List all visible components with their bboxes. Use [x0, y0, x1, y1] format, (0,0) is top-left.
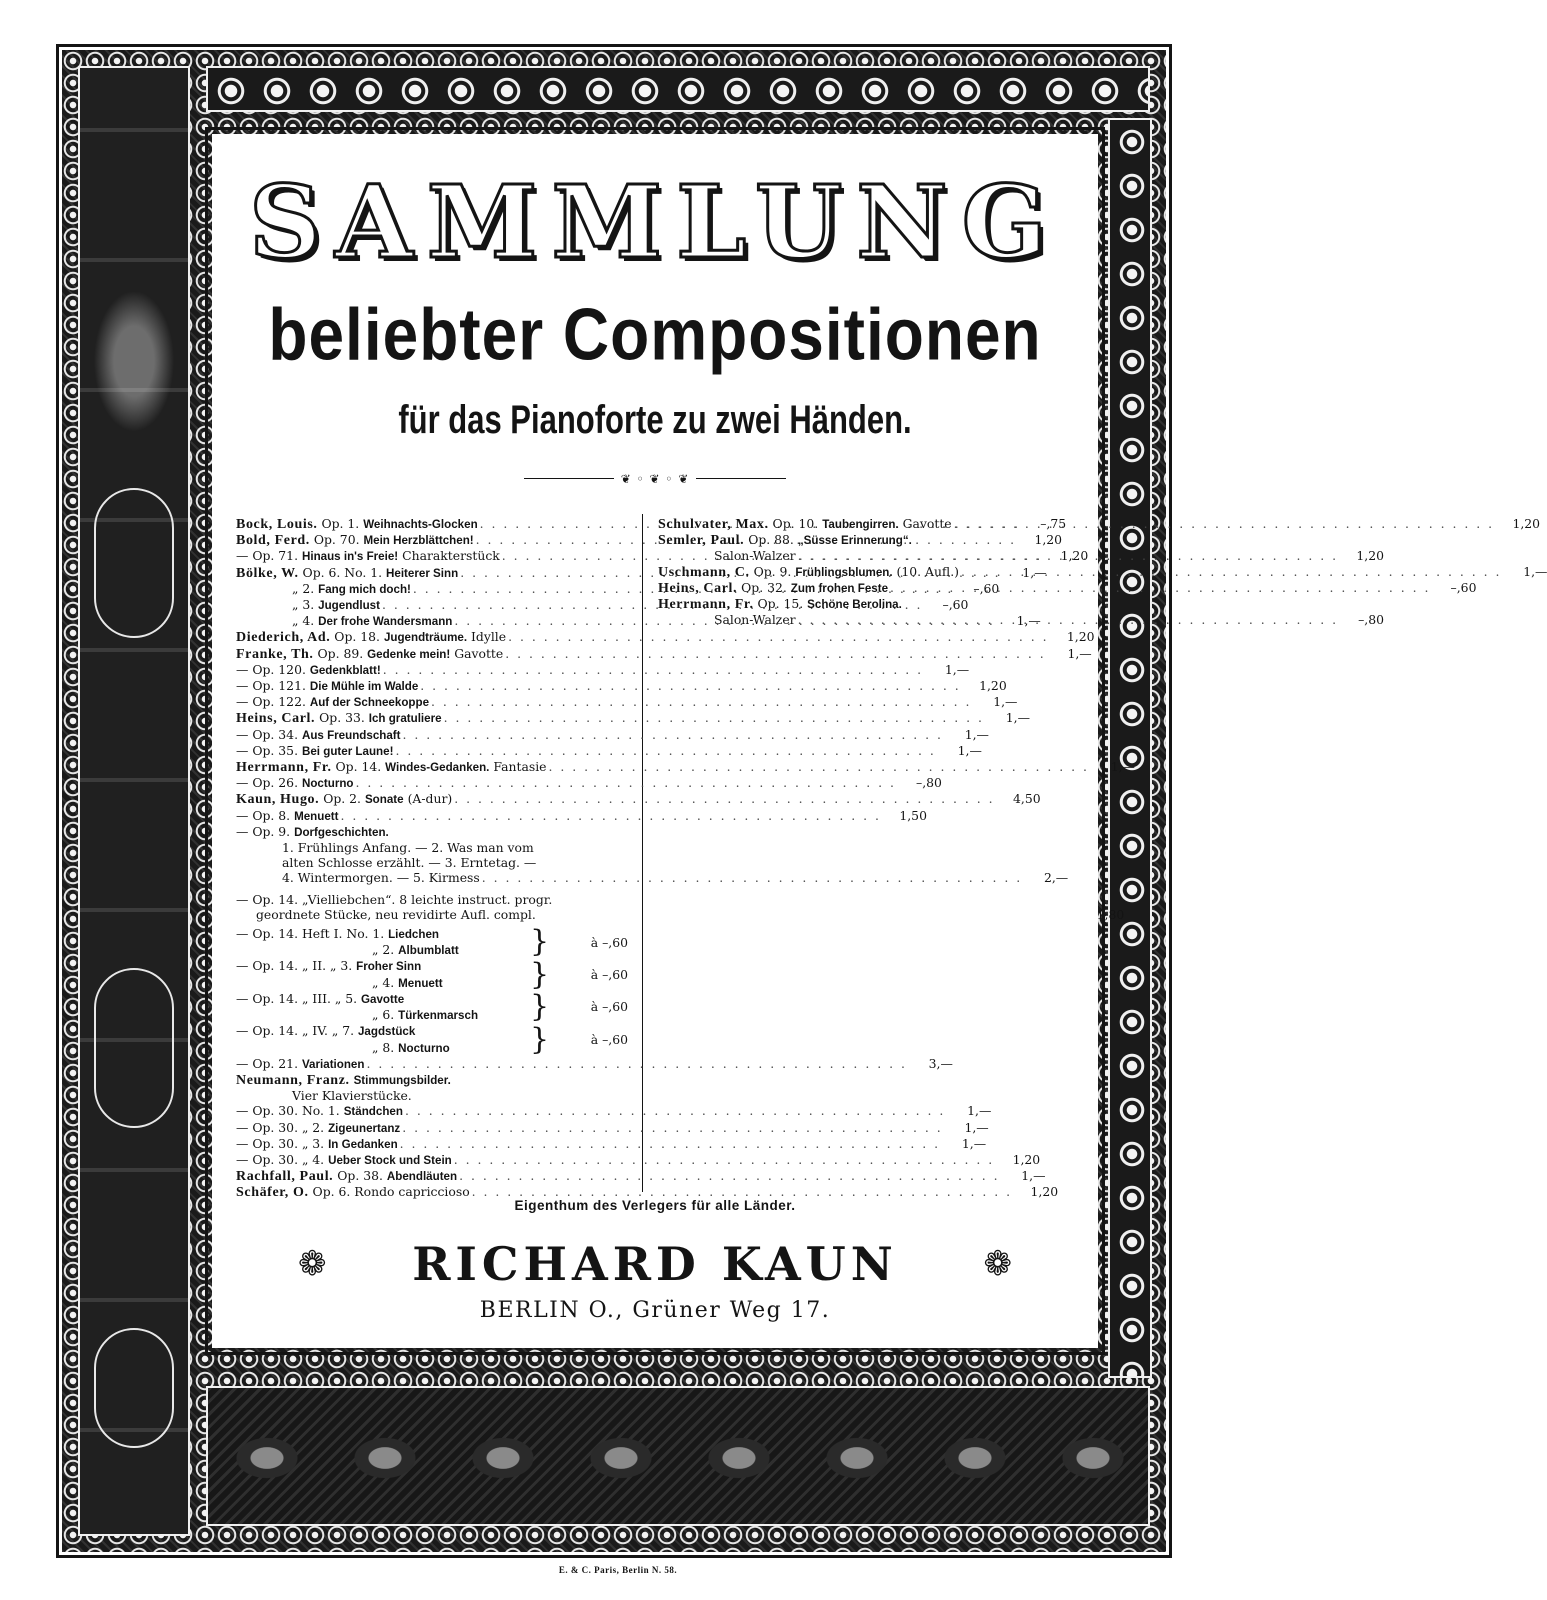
- work-title: Aus Freundschaft: [301, 728, 401, 742]
- composer-name: Schäfer, O.: [236, 1185, 309, 1201]
- opus-number: Op. 32.: [741, 579, 787, 595]
- opus-number: Op. 88.: [748, 532, 794, 548]
- price: 1,20: [1512, 516, 1541, 531]
- op14-line: — Op. 14. „Vielliebchen“. 8 leichte instruct. progr.: [236, 891, 553, 907]
- top-ornament-band: [206, 66, 1150, 112]
- work-title: Albumblatt: [398, 944, 459, 958]
- heft-line: [236, 1007, 530, 1023]
- work-title: Liedchen: [388, 928, 439, 942]
- dot-leader: [503, 646, 1047, 662]
- opus-number: Salon-Walzer: [714, 548, 796, 564]
- opus-number: — Op. 30. „ 2.: [236, 1119, 325, 1135]
- work-genre: (A-dur): [407, 791, 453, 807]
- opus-number: Op. 2.: [323, 791, 361, 807]
- work-genre: Gavotte: [454, 645, 504, 661]
- catalogue-entry: [658, 532, 1050, 548]
- entry-text: [236, 581, 411, 597]
- work-title: Die Mühle im Walde: [309, 680, 419, 694]
- entry-text: [658, 612, 796, 627]
- price: 1,50: [899, 807, 927, 823]
- opus-number: Op. 70.: [313, 532, 360, 548]
- heft-lines: [236, 926, 530, 958]
- composer-name: Heins, Carl.: [658, 580, 738, 596]
- heft-number: „ 8.: [372, 1039, 395, 1055]
- dot-leader: [401, 727, 945, 743]
- entry-text: [236, 1088, 412, 1103]
- catalogue-list-left-tail: [236, 1055, 1059, 1201]
- opus-number: Op. 38.: [337, 1168, 383, 1184]
- opus-number: — Op. 30. „ 3.: [236, 1135, 325, 1151]
- brace-icon: }: [530, 924, 550, 960]
- price: 1,20: [1066, 629, 1095, 645]
- opus-number: Op. 6. No. 1.: [302, 564, 383, 580]
- heft-lines: [236, 1023, 530, 1055]
- work-title: Nocturno: [301, 777, 354, 791]
- bottom-ornament-band: [206, 1386, 1150, 1526]
- price: –,60: [973, 580, 1000, 596]
- price: 1,—: [961, 1135, 987, 1151]
- work-title: Dorfgeschichten.: [294, 825, 389, 839]
- catalogue-entry: [236, 694, 1018, 710]
- opus-number: — Op. 71.: [236, 548, 299, 564]
- price: 1,20: [1012, 1151, 1041, 1167]
- price: 1,80: [1096, 906, 1125, 922]
- opus-number: — Op. 122.: [236, 694, 306, 710]
- composer-name: Bock, Louis.: [236, 517, 318, 532]
- opus-number: Op. 1.: [321, 516, 360, 531]
- right-ornament-band: [1108, 118, 1152, 1378]
- price: [995, 1072, 1039, 1088]
- divider-ornament: ❦ ◦ ❦ ◦ ❦: [614, 472, 696, 486]
- catalogue-entry: [236, 645, 1092, 662]
- price: 1,—: [1016, 613, 1041, 629]
- catalogue-entry: [236, 791, 1041, 808]
- work-title: Gedenke mein!: [367, 647, 451, 661]
- price: 1,—: [964, 1119, 989, 1135]
- dot-leader: [364, 1056, 908, 1072]
- work-title: Abendläuten: [386, 1170, 458, 1184]
- heft-number: „ 6.: [372, 1007, 395, 1023]
- work-title: Taubengirren.: [822, 518, 899, 531]
- dot-leader: [452, 1152, 996, 1168]
- price: [933, 824, 977, 840]
- work-title: Menuett: [398, 976, 443, 990]
- price: 1,—: [1021, 1168, 1046, 1184]
- heft-line: [236, 942, 530, 958]
- opus-number: Op. 9.: [753, 563, 792, 579]
- composer-name: Schulvater, Max.: [658, 517, 769, 532]
- title-page-panel: [212, 134, 1547, 1348]
- composer-name: Bölke, W.: [236, 565, 299, 581]
- work-title: Ueber Stock und Stein: [328, 1153, 452, 1167]
- catalogue-entry: [236, 824, 628, 840]
- work-title: Stimmungsbilder.: [353, 1073, 451, 1087]
- heft-lines: [236, 991, 530, 1023]
- entry-text: [658, 548, 796, 563]
- price: 1,20: [1060, 548, 1089, 564]
- dot-leader: [959, 564, 1503, 580]
- work-title: Jugendlust: [318, 599, 380, 613]
- dot-leader: [381, 662, 925, 678]
- work-title: Gavotte: [361, 992, 405, 1006]
- catalogue-entry: [236, 1168, 1046, 1185]
- catalogue-entry: [236, 726, 989, 743]
- opus-number: „ 4.: [292, 613, 315, 629]
- dot-leader: [796, 548, 1340, 563]
- composer-name: Heins, Carl.: [236, 711, 316, 727]
- catalogue-entry: [236, 1055, 953, 1072]
- price: –,60: [1450, 579, 1477, 595]
- heft-line: [236, 926, 530, 942]
- ornamental-divider-icon: [524, 472, 786, 486]
- price: 1,20: [1030, 1184, 1059, 1200]
- work-title: Ich gratuliere: [368, 712, 442, 726]
- catalogue-entry: [236, 742, 982, 759]
- catalogue-entry: [236, 629, 1095, 646]
- dot-leader: [796, 612, 1340, 627]
- catalogue-entry: [236, 710, 1030, 727]
- price: 1,—: [944, 661, 970, 677]
- dot-leader: [547, 759, 1091, 775]
- work-title: Nocturno: [398, 1041, 450, 1055]
- entry-text: [658, 580, 888, 596]
- opus-number: — Op. 34.: [236, 726, 299, 742]
- work-title: Schöne Berolina.: [807, 598, 902, 612]
- entry-text: [236, 532, 474, 548]
- catalogue-entry: [236, 1103, 992, 1119]
- entry-text: [236, 1152, 452, 1168]
- composer-name: Rachfall, Paul.: [236, 1169, 334, 1185]
- dot-leader: [480, 870, 1024, 885]
- entry-text: [236, 727, 401, 743]
- work-title: Auf der Schneekoppe: [309, 696, 430, 710]
- entry-text: [236, 1072, 451, 1088]
- work-title: Bei guter Laune!: [301, 744, 394, 758]
- hefte-list: [236, 926, 628, 1056]
- opus-number: „ 3.: [292, 597, 315, 613]
- opus-number: Op. 6.: [312, 1184, 351, 1200]
- subtitle: beliebter Compositionen: [268, 292, 1042, 376]
- entry-text: [236, 694, 429, 710]
- price: à –,60: [590, 1031, 628, 1047]
- opus-number: „ 2.: [292, 580, 315, 596]
- heft-number: „ 2.: [372, 942, 395, 958]
- left-ornament-column: [78, 66, 190, 1536]
- composer-name: Franke, Th.: [236, 646, 314, 662]
- opus-number: Op. 10.: [772, 516, 819, 531]
- work-title: Frühlingsblumen.: [795, 565, 893, 579]
- catalogue-entry: [236, 775, 942, 791]
- price: [1446, 596, 1490, 612]
- ownership-notice: Eigenthum des Verlegers für alle Länder.: [514, 1198, 796, 1213]
- catalogue-entry: [236, 678, 1007, 694]
- price: 1,—: [1110, 759, 1135, 775]
- dot-leader: [398, 1136, 942, 1152]
- opus-number: — Op. 21.: [236, 1055, 299, 1071]
- op14-description: [236, 892, 628, 907]
- price: [956, 1088, 1000, 1103]
- work-title: Weihnachts-Glocken: [363, 518, 478, 531]
- composer-name: Bold, Ferd.: [236, 533, 310, 549]
- entry-text: [236, 1168, 457, 1184]
- entry-text: [236, 597, 380, 613]
- catalogue-entry: [236, 906, 1125, 922]
- instrumentation-line: für das Pianoforte zu zwei Händen.: [398, 396, 912, 443]
- publisher-address: BERLIN O., Grüner Weg 17.: [479, 1298, 831, 1323]
- opus-number: — Op. 121.: [236, 678, 306, 694]
- opus-number: Salon-Walzer: [714, 612, 796, 628]
- work-title: In Gedanken: [328, 1137, 398, 1151]
- entry-text: [236, 1056, 364, 1072]
- entry-text: [236, 565, 458, 581]
- opus-number: — Op. 26.: [236, 775, 299, 791]
- publisher-name: RICHARD KAUN: [412, 1237, 898, 1291]
- entry-text: [236, 710, 442, 726]
- price: 1,—: [1067, 645, 1092, 661]
- work-title: Variationen: [301, 1057, 365, 1071]
- entry-text: [236, 629, 506, 645]
- brace-icon: }: [530, 989, 550, 1025]
- composer-name: Kaun, Hugo.: [236, 792, 320, 808]
- entry-text: [236, 662, 381, 678]
- composer-name: Herrmann, Fr.: [236, 760, 332, 776]
- work-title: Türkenmarsch: [398, 1009, 479, 1023]
- heft-group: [236, 991, 628, 1023]
- catalogue-entry: [236, 1135, 987, 1152]
- entry-text: [236, 791, 452, 807]
- work-genre: Fantasie: [493, 759, 547, 775]
- price: 1,—: [993, 694, 1018, 710]
- dot-leader: [888, 580, 1432, 596]
- dot-leader: [403, 1103, 947, 1119]
- main-title: SAMMLUNG: [248, 163, 1062, 281]
- price: 1,—: [957, 742, 982, 758]
- entry-text: [236, 1103, 403, 1119]
- heft-group: [236, 1023, 628, 1055]
- price: 1,20: [979, 678, 1007, 694]
- heft-line: [236, 1023, 530, 1039]
- composer-name: Diederich, Ad.: [236, 630, 331, 646]
- entry-text: [236, 743, 393, 759]
- heft-label: — Op. 14. „ II. „ 3.: [236, 958, 353, 974]
- heft-lines: [236, 958, 530, 990]
- composer-name: Semler, Paul.: [658, 533, 745, 549]
- dot-leader: [452, 791, 996, 807]
- dot-leader: [339, 808, 883, 824]
- price: 1,—: [964, 726, 989, 742]
- work-title: Hinaus in's Freie!: [301, 550, 399, 564]
- mask-ornament-icon: [94, 488, 174, 638]
- dot-leader: [354, 775, 898, 791]
- heft-group: [236, 958, 628, 990]
- price: 1,—: [1005, 710, 1030, 726]
- catalogue-entry: [658, 579, 1477, 596]
- catalogue-entry: [658, 563, 1547, 580]
- work-title: „Süsse Erinnerung“.: [797, 534, 912, 548]
- catalogue-entry: [236, 1088, 628, 1103]
- dot-leader: [418, 678, 962, 694]
- work-title: Gedenkblatt!: [309, 663, 381, 677]
- catalogue-entry: [236, 807, 927, 824]
- work-title: Windes-Gedanken.: [385, 761, 490, 775]
- work-title: Jugendträume.: [383, 631, 468, 645]
- opus-number: — Op. 8.: [236, 807, 291, 823]
- entry-text: [236, 646, 503, 662]
- fleuron-icon: ❁: [983, 1244, 1012, 1284]
- catalogue-entry: [236, 870, 1069, 886]
- price: 1,—: [1022, 564, 1047, 580]
- price: 3,—: [928, 1055, 953, 1071]
- entry-text: [236, 1120, 400, 1136]
- catalogue-entry: [236, 1119, 989, 1136]
- work-genre: Charakterstück: [402, 548, 500, 564]
- brace-icon: }: [530, 956, 550, 992]
- heft-line: [236, 958, 530, 974]
- price: –,60: [942, 597, 969, 613]
- entry-text: [658, 516, 952, 532]
- work-title: Menuett: [294, 809, 339, 823]
- work-title: Zigeunertanz: [328, 1121, 401, 1135]
- fleuron-icon: ❁: [298, 1244, 327, 1284]
- opus-number: — Op. 9.: [236, 823, 291, 839]
- heft-line: [236, 975, 530, 991]
- price: 1,20: [1034, 532, 1063, 548]
- work-title: Heiterer Sinn: [386, 566, 459, 580]
- work-genre: Idylle: [471, 629, 507, 645]
- price: 1,—: [967, 1103, 992, 1119]
- op14-line: geordnete Stücke, neu revidirte Aufl. compl.: [256, 906, 536, 922]
- price: [1456, 532, 1500, 548]
- work-genre: Rondo capriccioso: [354, 1184, 470, 1200]
- catalogue-entry: [236, 759, 1135, 776]
- dot-leader: [442, 710, 986, 726]
- price: à –,60: [590, 967, 628, 983]
- catalogue-entry: [658, 612, 1385, 628]
- opus-number: Op. 15.: [757, 596, 804, 612]
- work-title: Mein Herzblättchen!: [363, 534, 474, 548]
- work-title: Sonate: [364, 793, 404, 807]
- dot-leader: [400, 1120, 944, 1136]
- price: –,80: [916, 775, 942, 791]
- price: 1,20: [1356, 548, 1385, 564]
- heft-line: [236, 991, 530, 1007]
- opus-number: Vier Klavierstücke.: [292, 1088, 412, 1104]
- price: 1,—: [1523, 563, 1547, 579]
- cherub-ornament-icon: [94, 968, 174, 1128]
- op9-contents-line: alten Schlosse erzählt. — 3. Erntetag. —: [282, 855, 537, 871]
- work-genre: Gavotte: [902, 516, 952, 531]
- entry-text: [236, 678, 418, 694]
- dot-leader: [393, 743, 937, 759]
- price: –,75: [1040, 516, 1067, 531]
- brace-icon: }: [530, 1021, 550, 1057]
- opus-number: — Op. 30. No. 1.: [236, 1103, 340, 1119]
- work-title: Zum frohen Feste: [790, 581, 889, 595]
- opus-number: — Op. 35.: [236, 742, 299, 758]
- work-genre: (10. Aufl.): [896, 563, 959, 579]
- price: à –,60: [590, 999, 628, 1015]
- price: 2,—: [1043, 870, 1069, 886]
- composer-name: Uschmann, C.: [658, 564, 750, 580]
- entry-text: [236, 759, 547, 775]
- op9-contents-line: 4. Wintermorgen. — 5. Kirmess: [282, 870, 480, 886]
- heft-group: [236, 926, 628, 958]
- catalogue-entry: [658, 548, 1385, 564]
- entry-text: [658, 596, 902, 612]
- dot-leader: [506, 629, 1050, 645]
- catalogue-entry: [236, 1151, 1041, 1168]
- entry-text: [236, 516, 478, 532]
- work-title: Froher Sinn: [356, 960, 422, 974]
- opus-number: Op. 14.: [335, 759, 382, 775]
- vase-ornament-icon: [94, 1328, 174, 1448]
- entry-text: [236, 775, 354, 791]
- entry-text: [236, 824, 389, 840]
- entry-text: [236, 808, 339, 824]
- opus-number: Op. 18.: [334, 629, 380, 645]
- composer-name: Neumann, Franz.: [236, 1072, 350, 1088]
- work-title: Jagdstück: [357, 1025, 416, 1039]
- entry-text: [658, 532, 912, 548]
- heft-line: [236, 1040, 530, 1056]
- opus-number: Op. 89.: [317, 645, 364, 661]
- printer-imprint: E. & C. Paris, Berlin N. 58.: [558, 1565, 678, 1575]
- entry-text: [236, 1136, 398, 1152]
- catalogue-entry: [658, 596, 1050, 612]
- catalogue-entry: [236, 1072, 628, 1088]
- composer-name: Herrmann, Fr.: [658, 597, 754, 613]
- dot-leader: [952, 516, 1496, 532]
- price: à –,60: [590, 934, 628, 950]
- work-title: Fang mich doch!: [318, 582, 411, 596]
- opus-number: Op. 33.: [319, 710, 365, 726]
- opus-number: — Op. 120.: [236, 661, 306, 677]
- entry-text: [236, 613, 452, 629]
- price: 4,50: [1013, 791, 1041, 807]
- price: –,80: [1358, 612, 1385, 628]
- entry-text: [236, 548, 500, 564]
- heft-label: — Op. 14. „ IV. „ 7.: [236, 1023, 355, 1039]
- work-title: Der frohe Wandersmann: [318, 615, 453, 629]
- publisher-row: [212, 1234, 1098, 1294]
- heft-label: — Op. 14. Heft I. No. 1.: [236, 926, 385, 942]
- dot-leader: [457, 1168, 1001, 1184]
- heft-number: „ 4.: [372, 974, 395, 990]
- op9-contents-line: 1. Frühlings Anfang. — 2. Was man vom: [282, 840, 534, 856]
- dot-leader: [429, 694, 973, 710]
- opus-number: — Op. 30. „ 4.: [236, 1151, 325, 1167]
- work-title: Ständchen: [343, 1105, 403, 1119]
- catalogue-entry: [236, 661, 970, 678]
- heft-label: — Op. 14. „ III. „ 5.: [236, 990, 358, 1006]
- entry-text: [658, 564, 959, 580]
